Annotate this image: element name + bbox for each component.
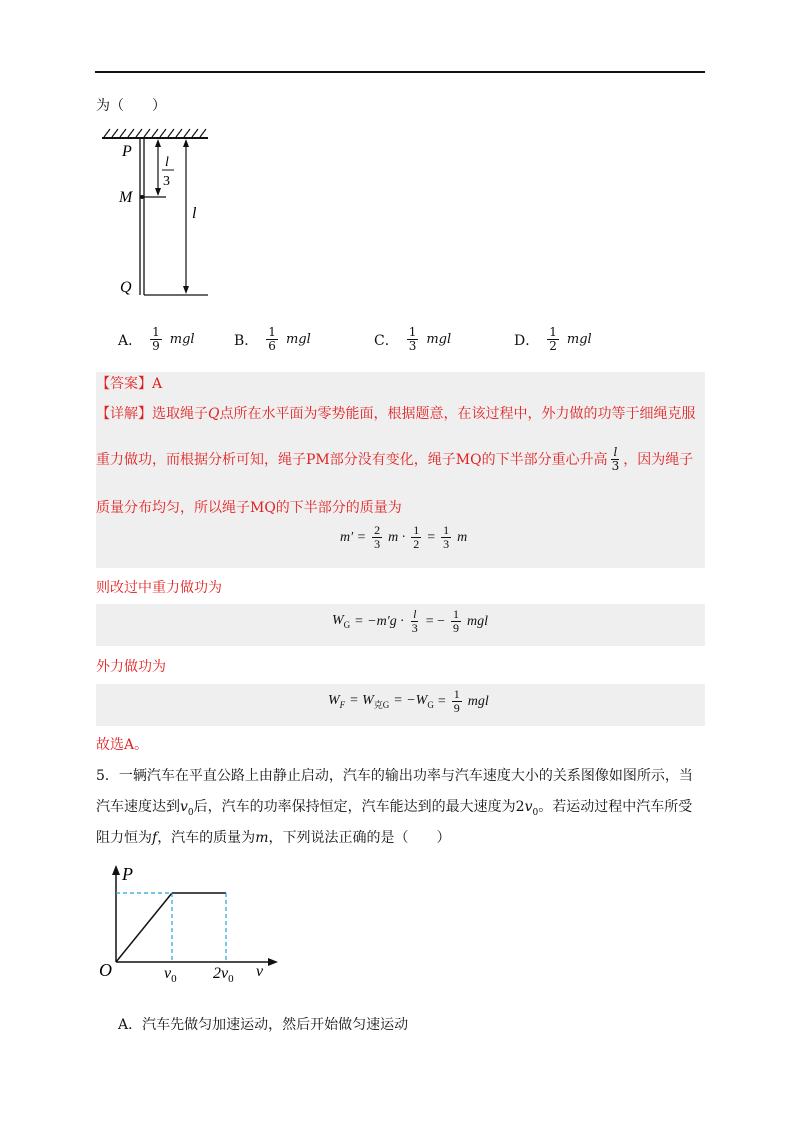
detail-text-2b: ，因为绳子 xyxy=(623,451,694,468)
arrow-l-head-up xyxy=(183,139,189,147)
point-M xyxy=(140,195,144,199)
formula-external-work xyxy=(328,688,489,715)
option-b-letter: B． xyxy=(234,332,259,349)
f2-frac-1: $\frac{l}{3}$ xyxy=(411,607,418,635)
detail-text-1a: 选取绳子 xyxy=(152,406,208,422)
f3-eq1: = $W_{克G}$ xyxy=(349,692,390,710)
option-d[interactable] xyxy=(514,326,592,353)
option-a-fraction: $\frac{1}{9}$ xyxy=(152,325,160,353)
option-a[interactable] xyxy=(118,326,195,353)
ceiling-hatch xyxy=(104,129,206,137)
option-c-letter: C． xyxy=(374,332,399,349)
label-P-axis: P xyxy=(122,864,133,884)
question-tail: 为（ ） xyxy=(96,98,166,114)
f2-eq: = −m′g · xyxy=(354,613,404,629)
label-l: l xyxy=(192,205,197,222)
y-axis-arrow xyxy=(112,865,120,875)
f1-eq: = xyxy=(427,529,436,545)
f2-frac-2: $\frac{1}{9}$ xyxy=(453,607,460,635)
answer-value: A xyxy=(152,376,163,392)
option-b-fraction: $\frac{1}{6}$ xyxy=(268,325,276,353)
option-a-letter: A． xyxy=(118,332,143,349)
label-2v0: $2v_0$ xyxy=(213,965,234,985)
f1-frac-2: $\frac{1}{2}$ xyxy=(413,523,420,551)
label-third-den: 3 xyxy=(163,174,170,189)
option-d-tail: mgl xyxy=(566,332,592,347)
arrow-l-head-down xyxy=(183,286,189,294)
detail-line-3: 质量分布均匀，所以绳子MQ的下半部分的质量为 xyxy=(96,500,402,516)
f2-rhs: mgl xyxy=(467,613,489,629)
detail-text-1b: 点所在水平面为零势能面，根据题意，在该过程中，外力做的功等于细绳克服 xyxy=(219,406,696,422)
gravity-work-text: 则改过中重力做功为 xyxy=(96,580,222,596)
q5-line-2: 汽车速度达到$v_0$后，汽车的功率保持恒定，汽车能达到的最大速度为$2v_0$。若运动过程中汽车所受 xyxy=(96,799,693,818)
f1-lhs: m′ = xyxy=(340,529,367,545)
detail-line-2 xyxy=(96,446,693,473)
formula-mass xyxy=(340,524,467,551)
f1-mid: m · xyxy=(388,529,406,545)
f2-eq2: = − xyxy=(425,613,446,629)
label-Q: Q xyxy=(120,279,132,296)
label-M: M xyxy=(119,189,133,206)
label-P: P xyxy=(122,143,132,160)
f1-rhs: m xyxy=(457,529,468,545)
option-c-tail: mgl xyxy=(426,332,452,347)
option-a-tail: mgl xyxy=(169,332,195,347)
f3-eq2: = $-W_G$ xyxy=(393,693,434,710)
label-origin: O xyxy=(99,960,112,980)
f2-lhs: $W_G$ xyxy=(332,613,351,630)
option-b[interactable] xyxy=(234,326,311,353)
power-velocity-graph xyxy=(96,856,286,990)
answer-tag: 【答案】 xyxy=(96,376,152,392)
option-b-tail: mgl xyxy=(285,332,311,347)
q5-line-3: 阻力恒为f，汽车的质量为m，下列说法正确的是（ ） xyxy=(96,830,451,846)
option-c[interactable] xyxy=(374,326,451,353)
rope-figure xyxy=(98,125,218,305)
detail-fraction: $\frac{l}{3}$ xyxy=(611,445,620,473)
f3-lhs: $W_F$ xyxy=(328,693,346,710)
x-axis-arrow xyxy=(268,958,278,966)
option-d-letter: D． xyxy=(514,332,540,349)
arrow-third-head-down xyxy=(155,188,161,196)
label-v0: $v_0$ xyxy=(164,965,177,985)
q5-option-a[interactable]: A．汽车先做匀加速运动，然后开始做匀速运动 xyxy=(118,1017,409,1033)
detail-line-1 xyxy=(96,404,695,424)
answer-line xyxy=(96,374,162,394)
power-ramp xyxy=(116,893,172,962)
option-d-fraction: $\frac{1}{2}$ xyxy=(549,325,557,353)
header-rule xyxy=(95,71,705,73)
q5-line-1: 5．一辆汽车在平直公路上由静止启动，汽车的输出功率与汽车速度大小的关系图像如图所示，当 xyxy=(96,768,693,784)
formula-gravity-work xyxy=(332,608,488,635)
option-c-fraction: $\frac{1}{3}$ xyxy=(408,325,417,353)
arrow-third-head-up xyxy=(155,139,161,147)
f3-eq3: = xyxy=(437,693,446,709)
f3-frac: $\frac{1}{9}$ xyxy=(453,687,460,715)
detail-q: Q xyxy=(208,406,220,422)
label-third-num: l xyxy=(165,155,169,170)
label-v-axis: v xyxy=(256,963,264,980)
detail-tag: 【详解】 xyxy=(96,406,152,422)
f1-frac-1: $\frac{2}{3}$ xyxy=(374,523,381,551)
detail-text-2a: 重力做功，而根据分析可知，绳子PM部分没有变化，绳子MQ的下半部分重心升高 xyxy=(96,451,608,468)
f1-frac-3: $\frac{1}{3}$ xyxy=(443,523,450,551)
f3-rhs: mgl xyxy=(467,693,489,709)
conclusion: 故选A。 xyxy=(96,737,149,753)
external-work-text: 外力做功为 xyxy=(96,659,166,675)
